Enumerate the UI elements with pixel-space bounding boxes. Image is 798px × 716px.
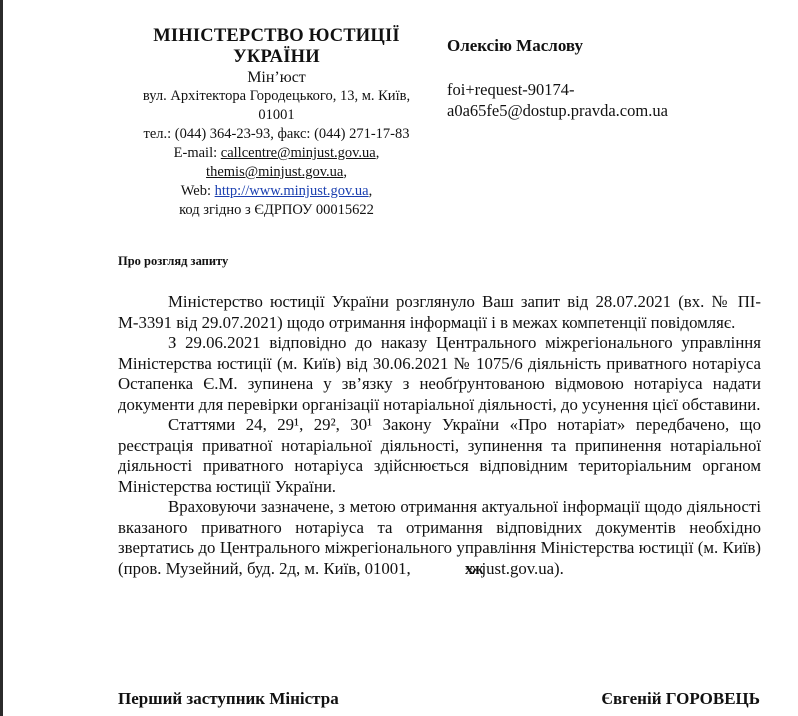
web-separator: , (368, 183, 373, 199)
paragraph-4-tail: just.gov.ua). (481, 558, 564, 578)
ministry-abbreviation: Мін’юст (247, 69, 306, 86)
letterhead (104, 26, 449, 220)
letter-subject: Про розгляд запиту (118, 254, 229, 268)
paragraph-4-text: Враховуючи зазначене, з метою отримання актуальної інформації щодо діяльності вказаного приватного нотаріуса та отримання відповідних документів необхідно звертатись до Центрального міжрегіонального управління Міністерства юстиції (м. Київ) (пров. Музейний, буд. 2д, м. Київ, 01001, (118, 497, 761, 578)
website-link[interactable]: http://www.minjust.gov.ua (214, 183, 369, 199)
email-separator-2: , (343, 164, 347, 180)
email-row-2 (104, 163, 449, 182)
web-label: Web: (180, 183, 215, 199)
recipient-email (447, 79, 747, 121)
email-label: E-mail: (173, 145, 221, 161)
paragraph-4 (118, 497, 761, 579)
email-link-callcentre[interactable]: callcentre@minjust.gov.ua (220, 145, 376, 161)
address-line2: 01001 (258, 107, 295, 123)
page-edge (0, 0, 3, 716)
redacted-text: ӿж (464, 558, 482, 578)
signatory-name: Євгеній ГОРОВЕЦЬ (601, 689, 760, 708)
recipient-email-line1: foi+request-90174- (447, 80, 575, 99)
email-link-themis[interactable]: themis@minjust.gov.ua (206, 164, 344, 180)
paragraph-3: Статтями 24, 29¹, 29², 30¹ Закону України «Про нотаріат» передбачено, що реєстрація приватної нотаріальної діяльності, зупинення та припинення нотаріальної діяльності приватного нотаріуса здійснюється відповідним територіальним органом Міністерства юстиції України. (118, 415, 761, 496)
edrpou-code: код згідно з ЄДРПОУ 00015622 (179, 202, 374, 218)
paragraph-2: З 29.06.2021 відповідно до наказу Центрального міжрегіонального управління Міністерства юстиції (м. Київ) від 30.06.2021 № 1075/6 діяльність приватного нотаріуса Остапенка Є.М. зупинена у зв’язку з необґрунтованою відмовою нотаріуса надати документи для перевірки організації нотаріальної діяльності, до усунення цієї обставини. (118, 333, 761, 414)
ministry-name-line1: МІНІСТЕРСТВО ЮСТИЦІЇ (153, 26, 400, 46)
recipient-email-line2: a0a65fe5@dostup.pravda.com.ua (447, 101, 668, 120)
web-row (104, 182, 449, 201)
address-line1: вул. Архітектора Городецького, 13, м. Київ, (142, 88, 411, 104)
paragraph-1: Міністерство юстиції України розглянуло Ваш запит від 28.07.2021 (вх. № ПІ-М-3391 від 29.07.2021) щодо отримання інформації і в межах компетенції повідомляє. (118, 292, 761, 332)
ministry-name-line2: УКРАЇНИ (233, 47, 320, 67)
letter-body (118, 292, 761, 579)
signatory-position: Перший заступник Міністра (118, 689, 339, 708)
email-row (104, 144, 449, 163)
recipient-name: Олексію Маслову (447, 36, 583, 55)
phone-fax: тел.: (044) 364-23-93, факс: (044) 271-17-83 (143, 126, 410, 142)
email-separator: , (375, 145, 380, 161)
